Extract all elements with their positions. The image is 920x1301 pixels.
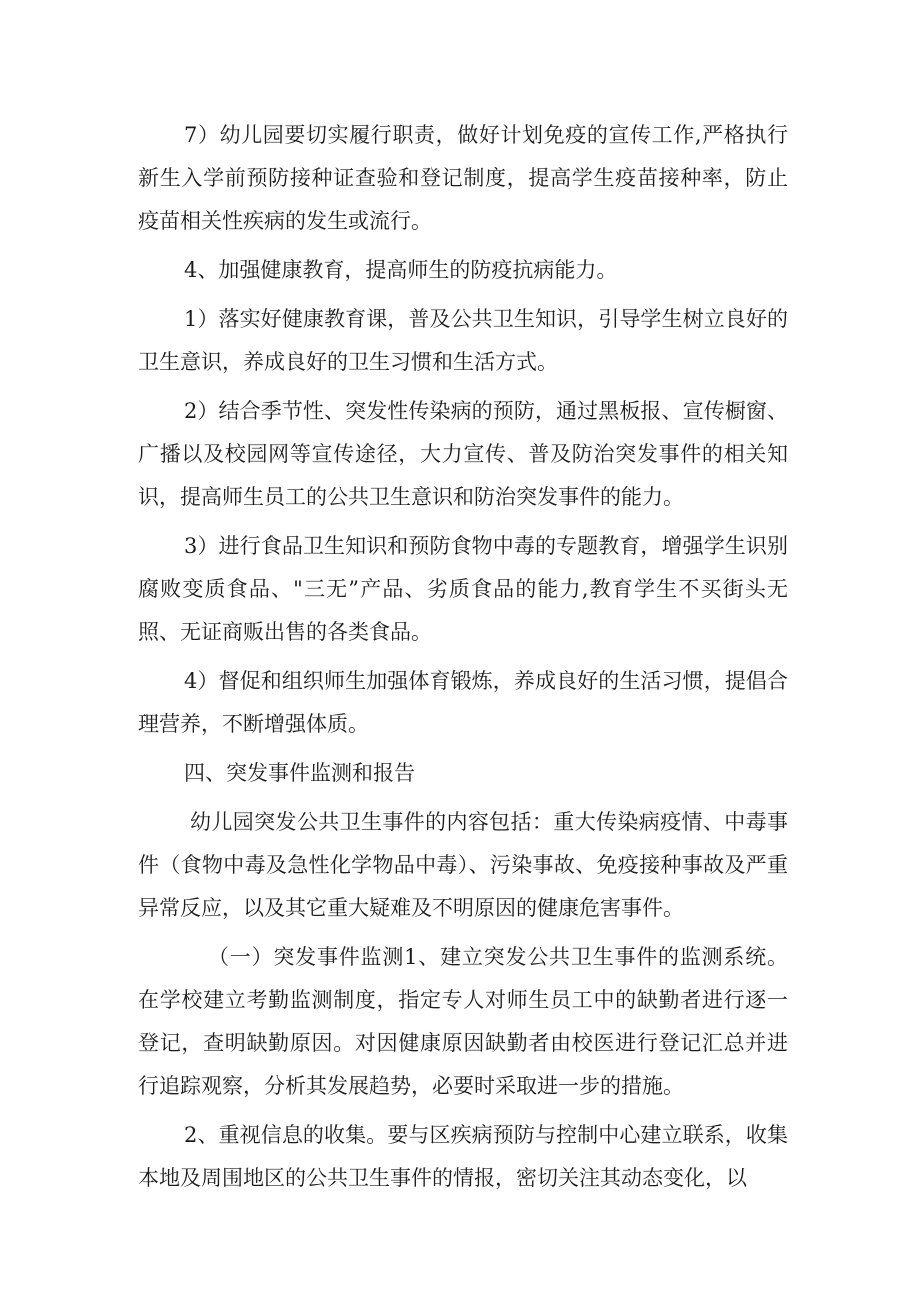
paragraph-information-collection: 2、重视信息的收集。要与区疾病预防与控制中心建立联系，收集本地及周围地区的公共卫生事件的情报，密切关注其动态变化，以 (138, 1123, 788, 1190)
paragraph-food-safety: 3）进行食品卫生知识和预防食物中毒的专题教育，增强学生识别腐败变质食品、"三无”产品、劣质食品的能力,教育学生不买街头无照、无证商贩出售的各类食品。 (138, 534, 788, 644)
document-body (138, 114, 788, 1206)
section-heading-monitoring-report: 四、突发事件监测和报告 (184, 761, 415, 785)
paragraph-seasonal-prevention: 2）结合季节性、突发性传染病的预防，通过黑板报、宣传橱窗、广播以及校园网等宣传途径，大力宣传、普及防治突发事件的相关知识，提高师生员工的公共卫生意识和防治突发事件的能力。 (138, 399, 788, 509)
paragraph-event-monitoring: （一）突发事件监测1、建立突发公共卫生事件的监测系统。在学校建立考勤监测制度，指定专人对师生员工中的缺勤者进行逐一登记，查明缺勤原因。对因健康原因缺勤者由校医进行登记汇总并进行追踪观察，分析其发展趋势，必要时采取进一步的措施。 (138, 945, 788, 1098)
paragraph-item-7-duties: 7）幼儿园要切实履行职责，做好计划免疫的宣传工作,严格执行新生入学前预防接种证查验和登记制度，提高学生疫苗接种率，防止疫苗相关性疾病的发生或流行。 (138, 123, 788, 233)
paragraph-event-content: 幼儿园突发公共卫生事件的内容包括：重大传染病疫情、中毒事件（食物中毒及急性化学物品中毒）、污染事故、免疫接种事故及严重异常反应，以及其它重大疑难及不明原因的健康危害事件。 (138, 810, 788, 920)
paragraph-physical-exercise: 4）督促和组织师生加强体育锻炼，养成良好的生活习惯，提倡合理营养，不断增强体质。 (138, 669, 788, 736)
section-heading-health-education: 4、加强健康教育，提高师生的防疫抗病能力。 (184, 258, 618, 282)
paragraph-health-class: 1）落实好健康教育课，普及公共卫生知识，引导学生树立良好的卫生意识，养成良好的卫生习惯和生活方式。 (138, 307, 788, 374)
